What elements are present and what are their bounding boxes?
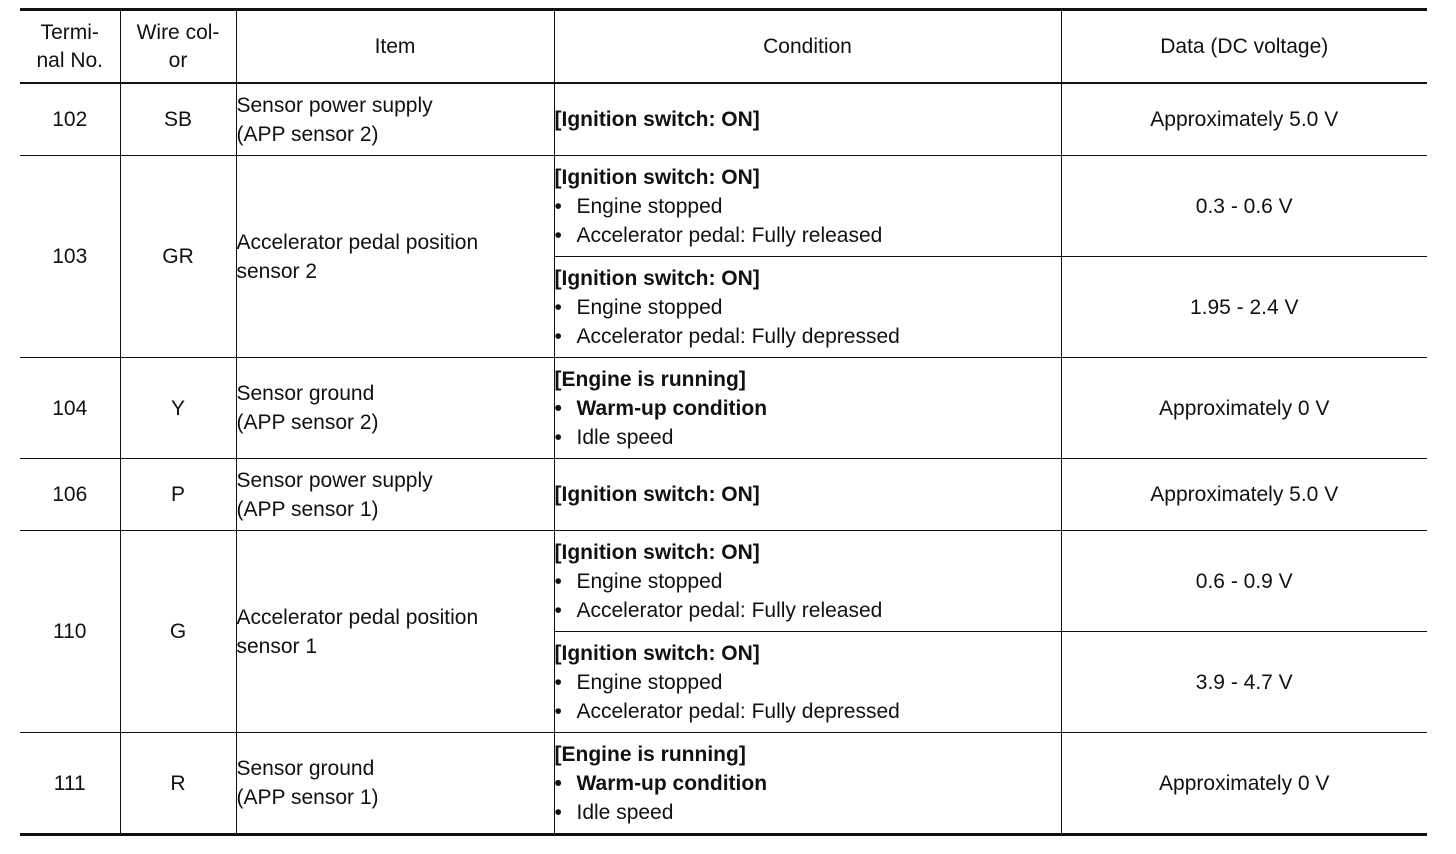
bullet-icon: • — [554, 194, 562, 218]
table-row — [20, 531, 1427, 632]
header-terminal: Termi- nal No. — [20, 10, 120, 84]
condition-bullet: • Engine stopped — [555, 668, 1061, 697]
wire-color: GR — [120, 156, 236, 358]
wire-color: G — [120, 531, 236, 733]
terminal-number: 103 — [20, 156, 120, 358]
data-value: Approximately 5.0 V — [1061, 83, 1427, 156]
condition-heading: [Engine is running] — [554, 367, 746, 391]
condition-cell — [554, 733, 1061, 835]
wire-color: Y — [120, 358, 236, 459]
condition-heading: [Ignition switch: ON] — [554, 540, 760, 564]
terminal-number: 110 — [20, 531, 120, 733]
wire-color: SB — [120, 83, 236, 156]
header-wire-color: Wire col- or — [120, 10, 236, 84]
item-cell: Accelerator pedal position sensor 2 — [236, 156, 554, 358]
condition-bullet: • Engine stopped — [555, 192, 1061, 221]
condition-bullet: • Idle speed — [555, 423, 1061, 452]
bullet-icon: • — [554, 396, 562, 420]
terminal-reference-table — [20, 8, 1427, 836]
data-value: 0.6 - 0.9 V — [1061, 531, 1427, 632]
condition-bullet: • Accelerator pedal: Fully depressed — [555, 322, 1061, 351]
condition-bullet: • Accelerator pedal: Fully released — [555, 221, 1061, 250]
table-row — [20, 83, 1427, 156]
condition-heading: [Engine is running] — [554, 742, 746, 766]
condition-bullet: • Warm-up condition — [555, 769, 1061, 798]
table-header-row — [20, 10, 1427, 84]
bullet-icon: • — [554, 569, 562, 593]
condition-bullet: • Accelerator pedal: Fully released — [555, 596, 1061, 625]
condition-cell — [554, 358, 1061, 459]
bullet-icon: • — [554, 771, 562, 795]
table-row — [20, 358, 1427, 459]
condition-heading: [Ignition switch: ON] — [554, 266, 760, 290]
condition-bullet: • Engine stopped — [555, 293, 1061, 322]
condition-heading: [Ignition switch: ON] — [554, 641, 760, 665]
terminal-number: 106 — [20, 459, 120, 531]
condition-cell — [554, 83, 1061, 156]
terminal-number: 104 — [20, 358, 120, 459]
data-value: Approximately 5.0 V — [1061, 459, 1427, 531]
header-condition: Condition — [554, 10, 1061, 84]
bullet-icon: • — [554, 324, 562, 348]
terminal-number: 102 — [20, 83, 120, 156]
condition-cell — [554, 156, 1061, 257]
bullet-icon: • — [554, 223, 562, 247]
data-value: 1.95 - 2.4 V — [1061, 257, 1427, 358]
bullet-icon: • — [554, 699, 562, 723]
item-cell: Sensor power supply (APP sensor 1) — [236, 459, 554, 531]
condition-cell — [554, 531, 1061, 632]
wire-color: P — [120, 459, 236, 531]
terminal-number: 111 — [20, 733, 120, 835]
wire-color: R — [120, 733, 236, 835]
table-row — [20, 459, 1427, 531]
condition-bullet: • Idle speed — [555, 798, 1061, 827]
bullet-icon: • — [554, 670, 562, 694]
bullet-icon: • — [554, 800, 562, 824]
data-value: 3.9 - 4.7 V — [1061, 632, 1427, 733]
data-value: Approximately 0 V — [1061, 358, 1427, 459]
condition-cell — [554, 459, 1061, 531]
condition-heading: [Ignition switch: ON] — [554, 483, 760, 506]
condition-bullet: • Warm-up condition — [555, 394, 1061, 423]
header-data: Data (DC voltage) — [1061, 10, 1427, 84]
item-cell: Sensor ground (APP sensor 1) — [236, 733, 554, 835]
condition-cell — [554, 632, 1061, 733]
bullet-icon: • — [554, 598, 562, 622]
table-row — [20, 156, 1427, 257]
item-cell: Accelerator pedal position sensor 1 — [236, 531, 554, 733]
header-item: Item — [236, 10, 554, 84]
data-value: 0.3 - 0.6 V — [1061, 156, 1427, 257]
condition-heading: [Ignition switch: ON] — [554, 108, 760, 131]
condition-cell — [554, 257, 1061, 358]
bullet-icon: • — [554, 295, 562, 319]
condition-heading: [Ignition switch: ON] — [554, 165, 760, 189]
condition-bullet: • Engine stopped — [555, 567, 1061, 596]
data-value: Approximately 0 V — [1061, 733, 1427, 835]
bullet-icon: • — [554, 425, 562, 449]
condition-bullet: • Accelerator pedal: Fully depressed — [555, 697, 1061, 726]
table-row — [20, 733, 1427, 835]
item-cell: Sensor power supply (APP sensor 2) — [236, 83, 554, 156]
item-cell: Sensor ground (APP sensor 2) — [236, 358, 554, 459]
